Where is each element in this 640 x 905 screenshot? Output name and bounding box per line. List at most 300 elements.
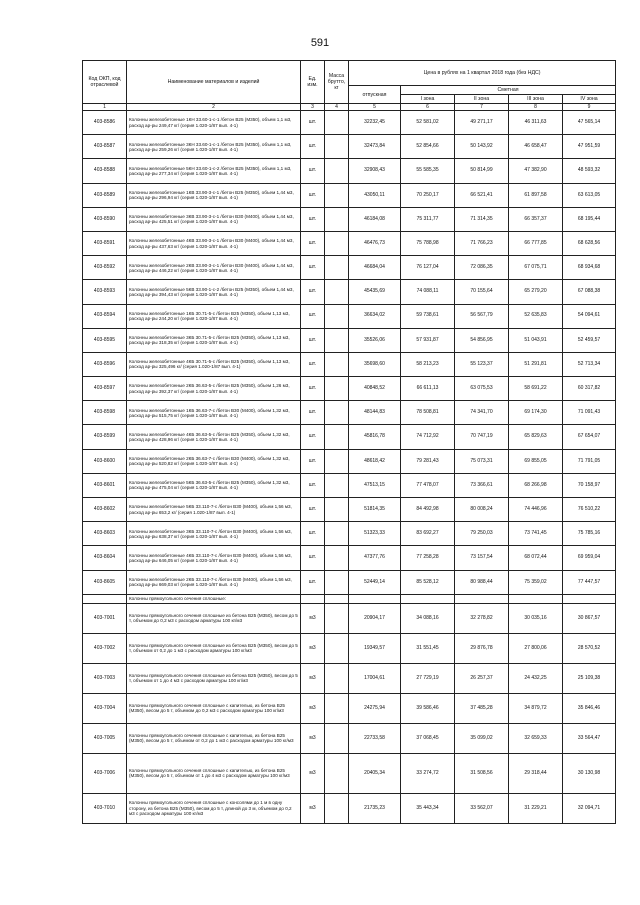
row-zone-3: 67 075,71: [509, 256, 563, 280]
row-zone-1: 66 611,13: [401, 377, 455, 401]
row-unit: шт.: [301, 498, 325, 522]
row-zone-3: 74 446,96: [509, 498, 563, 522]
row-zone-1: 74 088,11: [401, 280, 455, 304]
col-number: 6: [401, 104, 455, 111]
row-unit: шт.: [301, 231, 325, 255]
row-name: Колонны железобетонные 1КВ 33.90-3-с-1 /бетон В25 (М350), объем 1,44 м3, расход ар-ры 296,94 кг/ (серия 1.020-1/87 вып. 4-1): [127, 183, 301, 207]
row-unit: шт.: [301, 328, 325, 352]
row-zone-2: 50 814,99: [455, 159, 509, 183]
row-unit: шт.: [301, 377, 325, 401]
row-zone-3: 75 359,02: [509, 570, 563, 594]
row-zone-3: 52 635,83: [509, 304, 563, 328]
row-zone-2: 79 250,03: [455, 522, 509, 546]
header-zone-2: II зона: [455, 95, 509, 104]
col-number: 5: [349, 104, 401, 111]
row-name: Колонны прямоугольного сечения сплошные с консолями до 1 м в одну сторону, из бетона В25 (М350), весом до 5 т, длиной до 3 м, объемом до 0,2 м3 с расходом арматуры 100 кг/м3: [127, 793, 301, 823]
row-zone-2: 26 257,37: [455, 663, 509, 693]
row-mass: [325, 425, 349, 449]
col-number: 9: [563, 104, 616, 111]
row-name: Колонны железобетонные 4КБ 36.63-5-с /бетон В25 (М350), объем 1,32 м3, расход ар-ры 428,96 кг/ (серия 1.020-1/87 вып. 4-1): [127, 425, 301, 449]
row-mass: [325, 111, 349, 135]
row-price: 36634,02: [349, 304, 401, 328]
row-price: 32473,84: [349, 135, 401, 159]
row-code: 403-8604: [83, 546, 127, 570]
header-zone-3: III зона: [509, 95, 563, 104]
row-zone-1: 77 258,28: [401, 546, 455, 570]
row-unit: м3: [301, 723, 325, 753]
row-mass: [325, 328, 349, 352]
table-row: [83, 723, 616, 753]
header-zone-4: IV зона: [563, 95, 616, 104]
row-name: Колонны железобетонные 5КБ 36.63-5-с /бетон В25 (М350), объем 1,32 м3, расход ар-ры 475,04 кг/ (серия 1.020-1/87 вып. 4-1): [127, 473, 301, 497]
row-zone-2: 71 766,23: [455, 231, 509, 255]
row-unit: м3: [301, 603, 325, 633]
row-code: 403-8587: [83, 135, 127, 159]
row-code: 403-8597: [83, 377, 127, 401]
row-zone-2: 73 366,61: [455, 473, 509, 497]
row-price: 51323,33: [349, 522, 401, 546]
row-unit: м3: [301, 633, 325, 663]
row-name: Колонны железобетонные 3КБ 33.110-7-с /бетон В30 (М400), объем 1,56 м3, расход ар-ры 638,37 кг/ (серия 1.020-1/87 вып. 4-1): [127, 522, 301, 546]
row-zone-4: 71 791,05: [563, 449, 616, 473]
table-row: [83, 401, 616, 425]
row-code: 403-8588: [83, 159, 127, 183]
row-zone-1: 75 311,77: [401, 207, 455, 231]
table-row: [83, 663, 616, 693]
row-name: Колонны железобетонные 3КВ 33.90-3-с-1 /бетон В30 (М400), объем 1,44 м3, расход ар-ры 425,51 кг/ (серия 1.020-1/87 вып. 4-1): [127, 207, 301, 231]
row-zone-2: 66 521,41: [455, 183, 509, 207]
row-mass: [325, 256, 349, 280]
table-row: [83, 793, 616, 823]
row-name: Колонны прямоугольного сечения сплошные с капителью, из бетона В25 (М350), весом до 5 т, объемом до 0,2 м3 с расходом арматуры 100 кг/м3: [127, 693, 301, 723]
row-unit: шт.: [301, 111, 325, 135]
row-zone-4: 54 094,61: [563, 304, 616, 328]
row-zone-2: 74 341,70: [455, 401, 509, 425]
row-price: 20904,17: [349, 603, 401, 633]
row-price: 48618,42: [349, 449, 401, 473]
row-price: 17004,61: [349, 663, 401, 693]
row-zone-4: 30 130,98: [563, 753, 616, 793]
row-price: 46476,73: [349, 231, 401, 255]
table-row: [83, 159, 616, 183]
row-unit: шт.: [301, 425, 325, 449]
row-zone-1: 59 738,61: [401, 304, 455, 328]
row-price: 35698,60: [349, 352, 401, 376]
header-otpusk: отпускная: [349, 86, 401, 104]
col-number: 4: [325, 104, 349, 111]
row-zone-4: 35 846,46: [563, 693, 616, 723]
row-mass: [325, 280, 349, 304]
header-price-group: Цена в рублях на 1 квартал 2018 года (без НДС): [349, 61, 616, 86]
row-zone-1: 85 528,12: [401, 570, 455, 594]
row-name: Колонны железобетонные 5КБ 33.110-7-с /бетон В30 (М400), объем 1,56 м3, расход ар-ры 653,2 кг/ (серия 1.020-1/87 вып. 4-1): [127, 498, 301, 522]
row-zone-4: 48 593,32: [563, 159, 616, 183]
row-code: 403-8602: [83, 498, 127, 522]
row-zone-3: 47 382,90: [509, 159, 563, 183]
row-price: 35526,06: [349, 328, 401, 352]
row-zone-3: 31 229,21: [509, 793, 563, 823]
row-zone-2: 71 314,35: [455, 207, 509, 231]
table-row: [83, 570, 616, 594]
row-zone-4: 70 158,97: [563, 473, 616, 497]
row-name: Колонны железобетонные 4КВ 33.90-3-с-1 /бетон В30 (М400), объем 1,44 м3, расход ар-ры 437,63 кг/ (серия 1.020-1/87 вып. 4-1): [127, 231, 301, 255]
row-zone-3: 27 800,06: [509, 633, 563, 663]
row-unit: шт.: [301, 570, 325, 594]
row-zone-2: 73 157,54: [455, 546, 509, 570]
row-price: 24275,94: [349, 693, 401, 723]
row-code: 403-8598: [83, 401, 127, 425]
row-code: 403-8589: [83, 183, 127, 207]
empty-cell: [301, 594, 325, 603]
row-zone-3: 46 311,63: [509, 111, 563, 135]
page-number: 591: [310, 37, 330, 49]
table-row: [83, 352, 616, 376]
row-mass: [325, 207, 349, 231]
row-mass: [325, 377, 349, 401]
row-mass: [325, 633, 349, 663]
row-unit: шт.: [301, 546, 325, 570]
row-zone-4: 33 564,47: [563, 723, 616, 753]
row-zone-4: 60 317,82: [563, 377, 616, 401]
row-mass: [325, 498, 349, 522]
row-zone-1: 70 250,17: [401, 183, 455, 207]
row-price: 22733,58: [349, 723, 401, 753]
row-code: 403-7003: [83, 663, 127, 693]
row-mass: [325, 570, 349, 594]
col-number: 8: [509, 104, 563, 111]
row-zone-4: 77 447,57: [563, 570, 616, 594]
row-code: 403-8590: [83, 207, 127, 231]
row-name: Колонны железобетонные 1КБ 36.63-7-с /бетон В30 (М400), объем 1,32 м3, расход ар-ры 515,75 кг/ (серия 1.020-1/87 вып. 4-1): [127, 401, 301, 425]
row-code: 403-7001: [83, 603, 127, 633]
table-row: [83, 207, 616, 231]
row-zone-2: 29 876,78: [455, 633, 509, 663]
section-title: Колонны прямоугольного сечения сплошные:: [127, 594, 301, 603]
row-mass: [325, 449, 349, 473]
row-price: 32908,43: [349, 159, 401, 183]
section-row: [83, 594, 616, 603]
row-zone-1: 75 788,98: [401, 231, 455, 255]
row-zone-1: 52 581,02: [401, 111, 455, 135]
row-mass: [325, 522, 349, 546]
table-row: [83, 377, 616, 401]
row-zone-4: 67 654,07: [563, 425, 616, 449]
row-zone-1: 31 551,45: [401, 633, 455, 663]
table-row: [83, 522, 616, 546]
row-name: Колонны железобетонные 3КН 33.60-1-с-1 /бетон В25 (М350), объем 1,1 м3, расход ар-ры 259,26 кг/ (серия 1.020-1/87 вып. 4-1): [127, 135, 301, 159]
header-unit: Ед. изм.: [301, 61, 325, 104]
row-mass: [325, 401, 349, 425]
row-zone-1: 33 274,72: [401, 753, 455, 793]
row-unit: шт.: [301, 207, 325, 231]
row-code: 403-7006: [83, 753, 127, 793]
row-zone-3: 68 072,44: [509, 546, 563, 570]
row-zone-2: 56 567,79: [455, 304, 509, 328]
row-zone-1: 84 492,98: [401, 498, 455, 522]
row-code: 403-8603: [83, 522, 127, 546]
row-zone-3: 65 279,20: [509, 280, 563, 304]
row-price: 51814,35: [349, 498, 401, 522]
row-zone-3: 66 777,85: [509, 231, 563, 255]
row-name: Колонны железобетонные 1КН 33.60-1-с-1 /бетон В25 (М350), объем 1,1 м3, расход ар-ры 249,47 кг/ (серия 1.020-1/87 вып. 4-1): [127, 111, 301, 135]
row-mass: [325, 546, 349, 570]
row-zone-2: 63 075,53: [455, 377, 509, 401]
row-mass: [325, 603, 349, 633]
row-name: Колонны прямоугольного сечения сплошные из бетона В25 (М350), весом до 5 т, объемом до 0,2 м3 с расходом арматуры 100 кг/м3: [127, 603, 301, 633]
row-zone-3: 46 658,47: [509, 135, 563, 159]
row-price: 46684,04: [349, 256, 401, 280]
row-name: Колонны прямоугольного сечения сплошные из бетона В25 (М350), весом до 5 т, объемом от 1 до 4 м3 с расходом арматуры 100 кг/м3: [127, 663, 301, 693]
table-row: [83, 693, 616, 723]
row-zone-2: 35 099,02: [455, 723, 509, 753]
row-price: 32232,45: [349, 111, 401, 135]
row-price: 19349,57: [349, 633, 401, 663]
row-name: Колонны прямоугольного сечения сплошные из бетона В25 (М350), весом до 5 т, объемом от 0,2 до 1 м3 с расходом арматуры 100 кг/м3: [127, 633, 301, 663]
row-mass: [325, 231, 349, 255]
row-name: Колонны железобетонные 1КБ 30.71-5-с /бетон В25 (М350), объем 1,13 м3, расход ар-ры 244,20 кг/ (серия 1.020-1/87 вып. 4-1): [127, 304, 301, 328]
row-price: 20405,34: [349, 753, 401, 793]
table-row: [83, 304, 616, 328]
empty-cell: [349, 594, 401, 603]
table-row: [83, 280, 616, 304]
table-row: [83, 546, 616, 570]
row-code: 403-8591: [83, 231, 127, 255]
row-zone-1: 76 127,04: [401, 256, 455, 280]
row-name: Колонны железобетонные 2КВ 33.90-3-с-1 /бетон В30 (М400), объем 1,44 м3, расход ар-ры 446,22 кг/ (серия 1.020-1/87 вып. 4-1): [127, 256, 301, 280]
row-mass: [325, 473, 349, 497]
row-price: 45816,78: [349, 425, 401, 449]
row-mass: [325, 135, 349, 159]
row-unit: шт.: [301, 473, 325, 497]
row-zone-2: 37 485,28: [455, 693, 509, 723]
row-mass: [325, 183, 349, 207]
row-name: Колонны железобетонные 2КБ 36.63-5-с /бетон В25 (М350), объем 1,26 м3, расход ар-ры 392,37 кг/ (серия 1.020-1/87 вып. 4-1): [127, 377, 301, 401]
row-zone-4: 75 785,16: [563, 522, 616, 546]
row-name: Колонны железобетонные 2КБ 36.63-7-с /бетон В30 (М400), объем 1,32 м3, расход ар-ры 520,82 кг/ (серия 1.020-1/87 вып. 4-1): [127, 449, 301, 473]
row-mass: [325, 352, 349, 376]
row-code: 403-8593: [83, 280, 127, 304]
table-row: [83, 425, 616, 449]
header-name: Наименование материалов и изделий: [127, 61, 301, 104]
table-row: [83, 183, 616, 207]
empty-cell: [455, 594, 509, 603]
row-unit: м3: [301, 693, 325, 723]
row-unit: шт.: [301, 183, 325, 207]
row-zone-3: 61 897,58: [509, 183, 563, 207]
row-zone-1: 79 281,43: [401, 449, 455, 473]
row-price: 48144,83: [349, 401, 401, 425]
table-row: [83, 328, 616, 352]
empty-cell: [509, 594, 563, 603]
row-zone-4: 69 959,04: [563, 546, 616, 570]
row-zone-1: 35 443,34: [401, 793, 455, 823]
row-mass: [325, 663, 349, 693]
row-zone-4: 68 628,56: [563, 231, 616, 255]
header-smetnaya: Сметная: [401, 86, 616, 95]
row-mass: [325, 723, 349, 753]
empty-cell: [401, 594, 455, 603]
row-mass: [325, 693, 349, 723]
row-zone-2: 54 856,95: [455, 328, 509, 352]
table-row: [83, 498, 616, 522]
row-zone-1: 55 585,35: [401, 159, 455, 183]
header-mass: Масса брутто, кг: [325, 61, 349, 104]
row-mass: [325, 753, 349, 793]
row-mass: [325, 159, 349, 183]
row-unit: шт.: [301, 352, 325, 376]
row-code: 403-8599: [83, 425, 127, 449]
table-row: [83, 111, 616, 135]
row-name: Колонны железобетонные 3КБ 30.71-5-с /бетон В25 (М350), объем 1,13 м3, расход ар-ры 318,35 кг/ (серия 1.020-1/87 вып. 4-1): [127, 328, 301, 352]
row-zone-3: 32 659,33: [509, 723, 563, 753]
row-unit: шт.: [301, 256, 325, 280]
row-name: Колонны железобетонные 2КБ 33.110-7-с /бетон В30 (М400), объем 1,56 м3, расход ар-ры 669,03 кг/ (серия 1.020-1/87 вып. 4-1): [127, 570, 301, 594]
row-zone-4: 52 713,34: [563, 352, 616, 376]
row-zone-4: 32 094,71: [563, 793, 616, 823]
row-code: 403-8596: [83, 352, 127, 376]
row-unit: шт.: [301, 304, 325, 328]
row-zone-1: 34 088,16: [401, 603, 455, 633]
row-zone-1: 58 213,23: [401, 352, 455, 376]
row-zone-4: 68 195,44: [563, 207, 616, 231]
row-zone-4: 47 565,14: [563, 111, 616, 135]
row-name: Колонны железобетонные 5КВ 33.90-1-с-2 /бетон В25 (М350), объем 1,44 м3, расход ар-ры 394,43 кг/ (серия 1.020-1/87 вып. 4-1): [127, 280, 301, 304]
row-zone-2: 80 988,44: [455, 570, 509, 594]
row-zone-4: 25 109,38: [563, 663, 616, 693]
col-number: 3: [301, 104, 325, 111]
row-zone-1: 78 508,81: [401, 401, 455, 425]
row-zone-4: 71 091,43: [563, 401, 616, 425]
row-zone-1: 77 478,07: [401, 473, 455, 497]
row-zone-3: 34 879,72: [509, 693, 563, 723]
row-zone-3: 51 291,81: [509, 352, 563, 376]
table-row: [83, 449, 616, 473]
row-zone-2: 32 278,82: [455, 603, 509, 633]
row-unit: м3: [301, 753, 325, 793]
row-name: Колонны железобетонные 4КБ 33.110-7-с /бетон В30 (М400), объем 1,56 м3, расход ар-ры 646,05 кг/ (серия 1.020-1/87 вып. 4-1): [127, 546, 301, 570]
table-row: [83, 231, 616, 255]
row-zone-3: 69 174,30: [509, 401, 563, 425]
row-price: 52449,14: [349, 570, 401, 594]
row-price: 47377,76: [349, 546, 401, 570]
row-zone-3: 58 691,22: [509, 377, 563, 401]
row-zone-4: 47 951,59: [563, 135, 616, 159]
row-zone-4: 68 934,68: [563, 256, 616, 280]
row-code: 403-8605: [83, 570, 127, 594]
row-price: 21735,23: [349, 793, 401, 823]
row-zone-3: 51 043,91: [509, 328, 563, 352]
row-code: 403-8600: [83, 449, 127, 473]
row-zone-2: 31 508,56: [455, 753, 509, 793]
price-table: [82, 60, 616, 824]
row-zone-3: 73 741,45: [509, 522, 563, 546]
table-row: [83, 603, 616, 633]
row-mass: [325, 304, 349, 328]
row-zone-4: 67 088,38: [563, 280, 616, 304]
row-zone-3: 24 432,25: [509, 663, 563, 693]
row-name: Колонны прямоугольного сечения сплошные с капителью, из бетона В25 (М350), весом до 5 т, объемом от 1 до 4 м3 с расходом арматуры 100 кг/м3: [127, 753, 301, 793]
row-zone-3: 69 855,05: [509, 449, 563, 473]
row-zone-2: 55 123,37: [455, 352, 509, 376]
row-zone-1: 83 692,27: [401, 522, 455, 546]
header-zone-1: I зона: [401, 95, 455, 104]
row-zone-1: 52 854,66: [401, 135, 455, 159]
row-price: 45435,69: [349, 280, 401, 304]
row-zone-3: 29 318,44: [509, 753, 563, 793]
row-zone-3: 68 266,98: [509, 473, 563, 497]
row-zone-4: 52 459,57: [563, 328, 616, 352]
row-zone-1: 37 068,45: [401, 723, 455, 753]
row-zone-3: 30 035,16: [509, 603, 563, 633]
row-mass: [325, 793, 349, 823]
row-code: 403-8595: [83, 328, 127, 352]
row-zone-2: 72 086,35: [455, 256, 509, 280]
header-code: Код ОКП, код отраслевой: [83, 61, 127, 104]
row-price: 40848,52: [349, 377, 401, 401]
empty-cell: [325, 594, 349, 603]
row-zone-2: 75 073,31: [455, 449, 509, 473]
row-zone-2: 33 562,07: [455, 793, 509, 823]
row-code: 403-8586: [83, 111, 127, 135]
table-row: [83, 473, 616, 497]
row-zone-1: 39 586,46: [401, 693, 455, 723]
row-unit: м3: [301, 663, 325, 693]
row-unit: шт.: [301, 135, 325, 159]
row-unit: шт.: [301, 522, 325, 546]
row-code: 403-7005: [83, 723, 127, 753]
row-unit: м3: [301, 793, 325, 823]
row-zone-4: 28 570,52: [563, 633, 616, 663]
row-code: 403-7004: [83, 693, 127, 723]
row-zone-4: 63 613,05: [563, 183, 616, 207]
row-zone-1: 57 931,87: [401, 328, 455, 352]
row-name: Колонны железобетонные 5КН 33.60-1-с-2 /бетон В25 (М350), объем 1,1 м3, расход ар-ры 277,34 кг/ (серия 1.020-1/87 вып. 4-1): [127, 159, 301, 183]
section-code-cell: [83, 594, 127, 603]
row-zone-4: 30 867,57: [563, 603, 616, 633]
row-zone-2: 80 008,24: [455, 498, 509, 522]
row-unit: шт.: [301, 449, 325, 473]
row-code: 403-8601: [83, 473, 127, 497]
row-name: Колонны прямоугольного сечения сплошные с капителью, из бетона В25 (М350), весом до 5 т, объемом от 0,2 до 1 м3 с расходом арматуры 100 кг/м3: [127, 723, 301, 753]
row-price: 46184,08: [349, 207, 401, 231]
row-price: 43050,11: [349, 183, 401, 207]
col-number: 1: [83, 104, 127, 111]
row-zone-2: 70 747,19: [455, 425, 509, 449]
row-zone-1: 27 729,19: [401, 663, 455, 693]
col-number: 2: [127, 104, 301, 111]
row-zone-2: 49 271,17: [455, 111, 509, 135]
row-code: 403-7002: [83, 633, 127, 663]
row-zone-3: 66 357,37: [509, 207, 563, 231]
row-code: 403-7010: [83, 793, 127, 823]
table-row: [83, 633, 616, 663]
table-row: [83, 256, 616, 280]
empty-cell: [563, 594, 616, 603]
row-price: 47513,15: [349, 473, 401, 497]
row-zone-2: 50 143,92: [455, 135, 509, 159]
row-zone-1: 74 712,92: [401, 425, 455, 449]
row-name: Колонны железобетонные 4КБ 30.71-5-с /бетон В25 (М350), объем 1,13 м3, расход ар-ры 325,496 кг/ (серия 1.020-1/87 вып. 4-1): [127, 352, 301, 376]
table-row: [83, 753, 616, 793]
row-zone-2: 70 155,64: [455, 280, 509, 304]
row-unit: шт.: [301, 159, 325, 183]
row-unit: шт.: [301, 401, 325, 425]
row-zone-4: 76 510,22: [563, 498, 616, 522]
row-unit: шт.: [301, 280, 325, 304]
row-code: 403-8594: [83, 304, 127, 328]
row-zone-3: 65 829,63: [509, 425, 563, 449]
table-row: [83, 135, 616, 159]
